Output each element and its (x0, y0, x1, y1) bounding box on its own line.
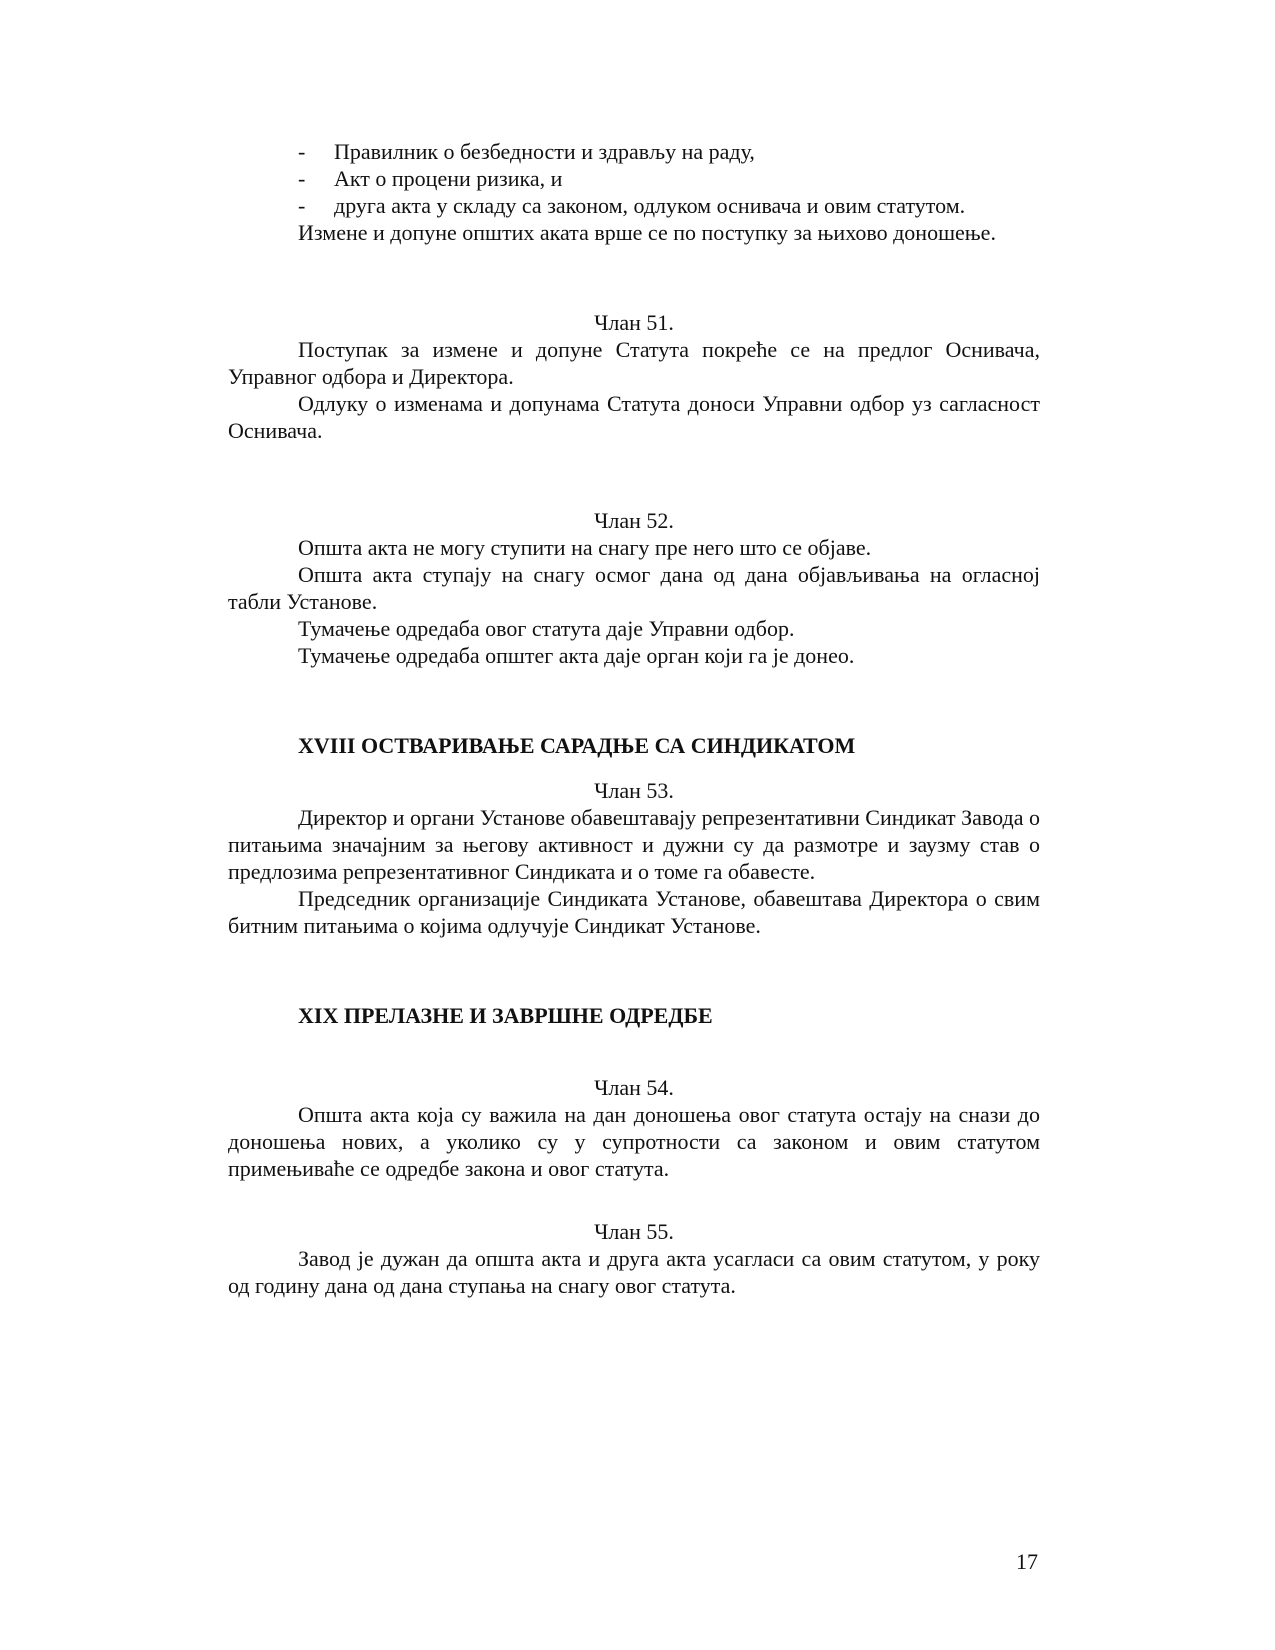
page-number: 17 (1016, 1549, 1038, 1574)
article-53-paragraph-2: Председник организације Синдиката Установе, обавештава Директора о свим битним питањима о којима одлучује Синдикат Установе. (228, 886, 1040, 938)
list-item-text: Акт о процени ризика, и (334, 166, 563, 191)
article-title-51: Члан 51. (594, 310, 674, 335)
article-52-paragraph-3: Тумачење одредаба овог статута даје Управни одбор. (298, 616, 795, 641)
section-heading-18: XVIII ОСТВАРИВАЊЕ САРАДЊЕ СА СИНДИКАТОМ (298, 733, 856, 758)
paragraph-amendments: Измене и допуне општих аката врше се по поступку за њихово доношење. (298, 220, 996, 245)
article-title-54: Члан 54. (594, 1075, 674, 1100)
article-51-paragraph-1: Поступак за измене и допуне Статута покреће се на предлог Оснивача, Управног одбора и Директора. (228, 337, 1040, 389)
list-item (228, 192, 1040, 219)
article-52-paragraph-4: Тумачење одредаба општег акта даје орган који га је донео. (298, 643, 855, 668)
list-item (228, 165, 1040, 192)
article-53-paragraph-1: Директор и органи Установе обавештавају репрезентативни Синдикат Завода о питањима значајним за његову активност и дужни су да размотре и заузму став о предлозима репрезентативног Синдиката и о томе га обавесте. (228, 805, 1040, 884)
article-52-paragraph-2: Општа акта ступају на снагу осмог дана од дана објављивања на огласној табли Установе. (228, 562, 1040, 614)
bullet-list (228, 138, 1040, 219)
dash-marker: - (298, 193, 306, 218)
article-54-paragraph-1: Општа акта која су важила на дан доношења овог статута остају на снази до доношења нових, а уколико су у супротности са законом и овим статутом примењиваће се одредбе закона и овог статута. (228, 1102, 1040, 1181)
article-51-paragraph-2: Одлуку о изменама и допунама Статута доноси Управни одбор уз сагласност Оснивача. (228, 391, 1040, 443)
list-item-text: Правилник о безбедности и здрављу на раду, (334, 139, 755, 164)
document-page (228, 138, 1040, 1299)
dash-marker: - (298, 139, 306, 164)
article-55-paragraph-1: Завод је дужан да општа акта и друга акта усагласи са овим статутом, у року од годину дана од дана ступања на снагу овог статута. (228, 1246, 1040, 1298)
section-heading-19: XIX ПРЕЛАЗНЕ И ЗАВРШНЕ ОДРЕДБЕ (298, 1003, 713, 1028)
article-52-paragraph-1: Општа акта не могу ступити на снагу пре него што се објаве. (298, 535, 872, 560)
article-title-55: Члан 55. (594, 1219, 674, 1244)
list-item (228, 138, 1040, 165)
article-title-53: Члан 53. (594, 778, 674, 803)
list-item-text: друга акта у складу са законом, одлуком оснивача и овим статутом. (334, 193, 966, 218)
dash-marker: - (298, 166, 306, 191)
article-title-52: Члан 52. (594, 508, 674, 533)
